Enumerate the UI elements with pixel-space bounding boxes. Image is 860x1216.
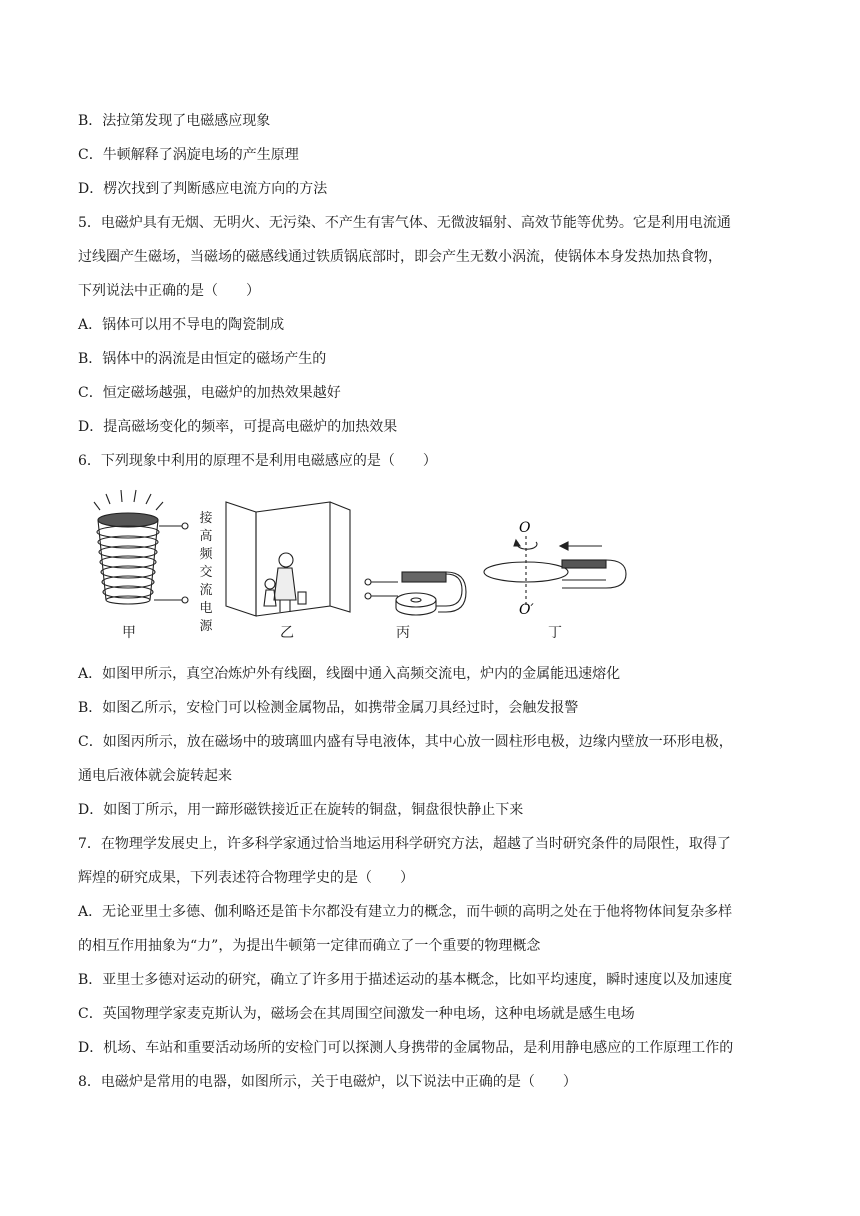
option-7a-cont: 的相互作用抽象为“力”，为提出牛顿第一定律而确立了一个重要的物理概念 [78, 938, 541, 954]
option-5a: A．锅体可以用不导电的陶瓷制成 [78, 317, 285, 333]
axis-bottom-label: O′ [519, 602, 534, 618]
option-7b: B．亚里士多德对运动的研究，确立了许多用于描述运动的基本概念，比如平均速度，瞬时速度以及加速度 [78, 972, 733, 988]
power-supply-label: 接高频交流电源 [199, 511, 213, 634]
option-6c-cont: 通电后液体就会旋转起来 [78, 768, 232, 784]
dish-magnet-diagram [365, 572, 466, 615]
question-6-figure [80, 488, 640, 648]
option-7c: C．英国物理学家麦克斯认为，磁场会在其周围空间激发一种电场，这种电场就是感生电场 [78, 1006, 635, 1022]
question-5-stem: 5．电磁炉具有无烟、无明火、无污染、不产生有害气体、无微波辐射、高效节能等优势。它是利用电流通 [78, 215, 731, 231]
rotating-disk-diagram [484, 536, 626, 606]
option-4b: B．法拉第发现了电磁感应现象 [78, 113, 271, 129]
figure-label-ding: 丁 [548, 625, 562, 641]
axis-top-label: O [519, 520, 531, 536]
question-7-stem: 7．在物理学发展史上，许多科学家通过恰当地运用科学研究方法，超越了当时研究条件的局限性，取得了 [78, 836, 731, 852]
option-7a: A．无论亚里士多德、伽利略还是笛卡尔都没有建立力的概念，而牛顿的高明之处在于他将物体间复杂多样 [78, 904, 733, 920]
figure-label-jia: 甲 [122, 625, 136, 641]
option-6c: C．如图丙所示，放在磁场中的玻璃皿内盛有导电液体，其中心放一圆柱形电极，边缘内壁放一环形电极， [78, 734, 733, 750]
figure-label-yi: 乙 [280, 625, 294, 641]
option-5d: D．提高磁场变化的频率，可提高电磁炉的加热效果 [78, 419, 398, 435]
furnace-diagram [94, 490, 188, 604]
option-5c: C．恒定磁场越强，电磁炉的加热效果越好 [78, 385, 341, 401]
option-6a: A．如图甲所示，真空冶炼炉外有线圈，线圈中通入高频交流电，炉内的金属能迅速熔化 [78, 666, 621, 682]
option-7d: D．机场、车站和重要活动场所的安检门可以探测人身携带的金属物品，是利用静电感应的工作原理工作的 [78, 1040, 734, 1056]
option-6d: D．如图丁所示，用一蹄形磁铁接近正在旋转的铜盘，铜盘很快静止下来 [78, 802, 524, 818]
question-7-stem-end: 辉煌的研究成果，下列表述符合物理学史的是（ ） [78, 870, 414, 886]
question-5-stem-cont: 过线圈产生磁场，当磁场的磁感线通过铁质锅底部时，即会产生无数小涡流，使锅体本身发热加热食物， [78, 249, 722, 265]
question-8-stem: 8．电磁炉是常用的电器，如图所示，关于电磁炉，以下说法中正确的是（ ） [78, 1074, 577, 1090]
question-5-stem-end: 下列说法中正确的是（ ） [78, 283, 260, 299]
question-6-stem: 6．下列现象中利用的原理不是利用电磁感应的是（ ） [78, 453, 437, 469]
option-5b: B．锅体中的涡流是由恒定的磁场产生的 [78, 351, 327, 367]
security-gate-diagram [226, 502, 350, 616]
figure-label-bing: 丙 [396, 625, 410, 641]
option-4c: C．牛顿解释了涡旋电场的产生原理 [78, 147, 299, 163]
option-4d: D．楞次找到了判断感应电流方向的方法 [78, 181, 328, 197]
option-6b: B．如图乙所示，安检门可以检测金属物品，如携带金属刀具经过时，会触发报警 [78, 700, 579, 716]
